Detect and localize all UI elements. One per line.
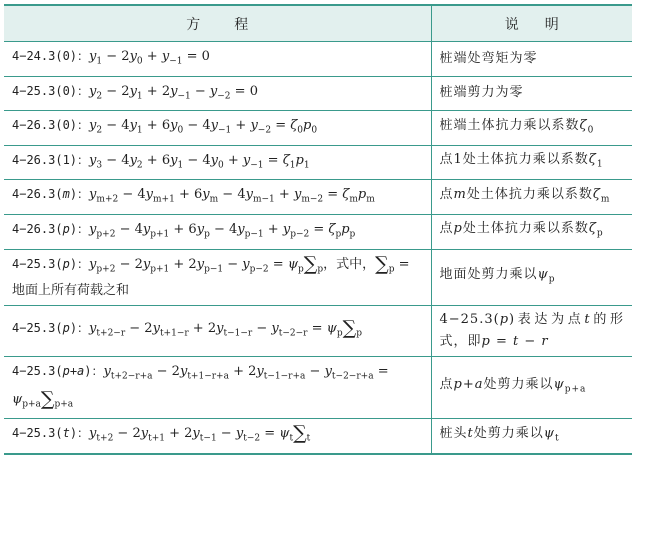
- equation-cell: 4−24.3(0)：$y_1 - 2y_0 + y_{-1} = 0$: [4, 42, 431, 77]
- table-row: [4, 357, 632, 419]
- table-row: [4, 42, 632, 77]
- equation-cell: 4−26.3(1)：$y_3 - 4y_2 + 6y_1 - 4y_0 + y_{-1} = \zeta_1p_1$: [4, 145, 431, 180]
- note-cell: 桩头t处剪力乘以$\psi_t$: [431, 419, 632, 454]
- table-row: [4, 214, 632, 249]
- equation-cell: 4−25.3(t)：$y_{t+2} - 2y_{t+1} + 2y_{t-1} - y_{t-2} = \psi_t\sum_t$: [4, 419, 431, 454]
- note-cell: 地面处剪力乘以$\psi_p$: [431, 249, 632, 306]
- note-cell: 桩端土体抗力乘以系数$\zeta_0$: [431, 111, 632, 146]
- table-row: [4, 249, 632, 306]
- equation-cell: 4−25.3(0)：$y_2 - 2y_1 + 2y_{-1} - y_{-2} = 0$: [4, 76, 431, 111]
- table-row: [4, 306, 632, 357]
- header-equation: 方程: [4, 5, 431, 42]
- note-cell: 点1处土体抗力乘以系数$\zeta_1$: [431, 145, 632, 180]
- equation-cell: 4−26.3(m)：$y_{m+2} - 4y_{m+1} + 6y_m - 4y_{m-1} + y_{m-2} = \zeta_mp_m$: [4, 180, 431, 215]
- equation-cell: 4−25.3(p+a)：$y_{t+2-r+a} - 2y_{t+1-r+a} + 2y_{t-1-r+a} - y_{t-2-r+a} = \psi_{p+a}\sum_{p+a}$: [4, 357, 431, 419]
- equation-cell: 4−25.3(p)：$y_{t+2-r} - 2y_{t+1-r} + 2y_{t-1-r} - y_{t-2-r} = \psi_p\sum_p$: [4, 306, 431, 357]
- note-cell: 点p+a处剪力乘以$\psi_{p+a}$: [431, 357, 632, 419]
- note-cell: 点m处土体抗力乘以系数$\zeta_m$: [431, 180, 632, 215]
- table-row: [4, 145, 632, 180]
- equation-cell: 4−26.3(0)：$y_2 - 4y_1 + 6y_0 - 4y_{-1} + y_{-2} = \zeta_0p_0$: [4, 111, 431, 146]
- table-row: [4, 180, 632, 215]
- header-note: 说明: [431, 5, 632, 42]
- table-row: [4, 76, 632, 111]
- note-cell: 点p处土体抗力乘以系数$\zeta_p$: [431, 214, 632, 249]
- note-cell: 桩端剪力为零: [431, 76, 632, 111]
- table-header-row: [4, 5, 632, 42]
- note-cell: 桩端处弯矩为零: [431, 42, 632, 77]
- note-cell: 4−25.3(p)表达为点t的形式，即p = t − r: [431, 306, 632, 357]
- equations-table: [4, 4, 632, 455]
- table-row: [4, 111, 632, 146]
- table-row: [4, 419, 632, 454]
- equation-cell: 4−25.3(p)：$y_{p+2} - 2y_{p+1} + 2y_{p-1} - y_{p-2} = \psi_p\sum_p$，式中，$\sum_p$ = 地面上所有荷载之和: [4, 249, 431, 306]
- equation-cell: 4−26.3(p)：$y_{p+2} - 4y_{p+1} + 6y_p - 4y_{p-1} + y_{p-2} = \zeta_pp_p$: [4, 214, 431, 249]
